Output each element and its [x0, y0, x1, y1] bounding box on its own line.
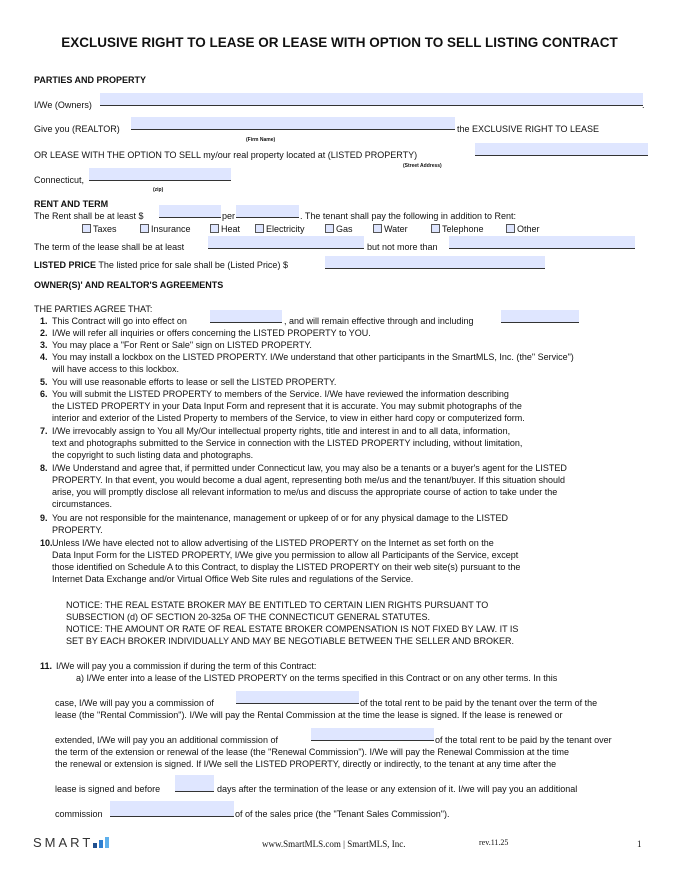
- effective-date-field[interactable]: [210, 310, 282, 323]
- checkbox-icon: [431, 224, 440, 233]
- checkbox-icon: [255, 224, 264, 233]
- owners-field[interactable]: [100, 93, 643, 106]
- item-10-line-3: those identified on Schedule A to this Contract, to display the LISTED PROPERTY on their web site(s) pursuant to the: [52, 562, 521, 572]
- term-max-field[interactable]: [449, 236, 635, 249]
- page-number: 1: [637, 839, 642, 849]
- page-title: EXCLUSIVE RIGHT TO LEASE OR LEASE WITH OPTION TO SELL LISTING CONTRACT: [61, 35, 618, 50]
- item-1-text: 1. This Contract will go into effect on: [40, 316, 187, 326]
- item-8-line-2: PROPERTY. In that event, you would become a dual agent, representing both me/us and the tenant/buyer. If this situation should: [52, 475, 565, 485]
- item-5: 5. You will use reasonable efforts to lease or sell the LISTED PROPERTY.: [40, 377, 337, 387]
- checkbox-icon: [140, 224, 149, 233]
- owners-label: I/We (Owners): [34, 100, 92, 110]
- item-8-line-3: arise, you will promptly disclose all relevant information to me/us and discuss the appropriate course of action to take under the: [52, 487, 558, 497]
- street-address-caption: (Street Address): [403, 163, 442, 169]
- footer-revision: rev.11.25: [479, 838, 509, 847]
- item-6-line-2: the LISTED PROPERTY in your Data Input Form and represent that it is accurate. You may submit photographs of the: [52, 401, 522, 411]
- item-6-line-3: interior and exterior of the Listed Property to members of the Service, to view in either hard copy or computerized form.: [52, 413, 525, 423]
- smartmls-logo: SMART: [33, 835, 109, 851]
- days-label: lease is signed and before: [55, 784, 161, 794]
- notice-lien-1: NOTICE: THE REAL ESTATE BROKER MAY BE ENTITLED TO CERTAIN LIEN RIGHTS PURSUANT TO: [66, 600, 489, 610]
- zip-field[interactable]: [89, 168, 231, 181]
- checkbox-icon: [325, 224, 334, 233]
- rent-heading: RENT AND TERM: [34, 199, 109, 209]
- term-max-label: but not more than: [367, 242, 438, 252]
- item-7: 7. I/We irrevocably assign to You all My/Our intellectual property rights, title and interest in and to all data, information,: [40, 426, 511, 436]
- item-4: 4. You may install a lockbox on the LISTED PROPERTY. I/We understand that other participants in the SmartMLS, Inc. (the" Service"): [40, 352, 574, 362]
- rent-per-label: per: [222, 211, 236, 221]
- checkbox-icon: [506, 224, 515, 233]
- checkbox-icon: [82, 224, 91, 233]
- item-8: 8. I/We Understand and agree that, if permitted under Connecticut law, you may also be a tenants or a buyer's agent for the LISTED: [40, 463, 567, 473]
- logo-bars-icon: [93, 836, 109, 851]
- parties-agree-text: THE PARTIES AGREE THAT:: [34, 304, 153, 314]
- renewal-commission-text: of the total rent to be paid by the tenant over: [435, 735, 612, 745]
- notice-lien-2: SUBSECTION (d) OF SECTION 20-325a OF THE CONNECTICUT GENERAL STATUTES.: [66, 612, 431, 622]
- item-1-through: , and will remain effective through and including: [284, 316, 474, 326]
- item-7-line-3: the copyright to such listing data and photographs.: [52, 450, 254, 460]
- agreements-heading: OWNER(S)' AND REALTOR'S AGREEMENTS: [34, 280, 224, 290]
- term-min-label: The term of the lease shall be at least: [34, 242, 185, 252]
- item-6: 6. You will submit the LISTED PROPERTY to members of the Service. I/We have reviewed the information describing: [40, 389, 509, 399]
- parties-heading: PARTIES AND PROPERTY: [34, 75, 147, 85]
- checkbox-taxes[interactable]: Taxes: [82, 224, 117, 235]
- renewal-line-3: the renewal or extension is signed. If I/We sell the LISTED PROPERTY, directly or indirectly, to the tenant at any time after the: [55, 759, 557, 769]
- item-3: 3. You may place a "For Rent or Sale" sign on LISTED PROPERTY.: [40, 340, 312, 350]
- notice-compensation-2: SET BY EACH BROKER INDIVIDUALLY AND MAY BE NEGOTIABLE BETWEEN THE SELLER AND BROKER.: [66, 636, 514, 646]
- connecticut-label: Connecticut,: [34, 175, 85, 185]
- item-10: 10.Unless I/We have elected not to allow advertising of the LISTED PROPERTY on the Internet as set forth on the: [40, 538, 494, 548]
- or-lease-text: OR LEASE WITH THE OPTION TO SELL my/our real property located at (LISTED PROPERTY): [34, 150, 418, 160]
- rental-commission-line-2: lease (the "Rental Commission"). I/We will pay the Rental Commission at the time the lease is signed. If the lease is renewed or: [55, 710, 563, 720]
- item-7-line-2: text and photographs submitted to the Service in connection with the LISTED PROPERTY including, without limitation,: [52, 438, 523, 448]
- realtor-firm-field[interactable]: [131, 117, 455, 130]
- end-date-field[interactable]: [501, 310, 579, 323]
- realtor-label: Give you (REALTOR): [34, 124, 120, 134]
- item-9: 9. You are not responsible for the maintenance, management or upkeep of or for any physical damage to the LISTED: [40, 513, 508, 523]
- rent-line-end: . The tenant shall pay the following in addition to Rent:: [300, 211, 516, 221]
- zip-caption: (zip): [153, 187, 164, 193]
- item-8-line-4: circumstances.: [52, 499, 113, 509]
- item-11a: a) I/We enter into a lease of the LISTED PROPERTY on the terms specified in this Contract or on any other terms. In this: [76, 673, 558, 683]
- rental-commission-label: case, I/We will pay you a commission of: [55, 698, 214, 708]
- tenant-sales-label: commission: [55, 809, 103, 819]
- period-mark: .: [642, 100, 645, 110]
- checkbox-insurance[interactable]: Insurance: [140, 224, 191, 235]
- renewal-commission-field[interactable]: [311, 728, 434, 741]
- checkbox-icon: [210, 224, 219, 233]
- notice-compensation-1: NOTICE: THE AMOUNT OR RATE OF REAL ESTATE BROKER COMPENSATION IS NOT FIXED BY LAW. IT IS: [66, 624, 519, 634]
- rental-commission-field[interactable]: [236, 691, 359, 704]
- checkbox-other[interactable]: Other: [506, 224, 540, 235]
- rental-commission-text: of the total rent to be paid by the tenant over the term of the: [360, 698, 598, 708]
- days-text: days after the termination of the lease or any extension of it. I/we will pay you an additional: [217, 784, 578, 794]
- tenant-sales-text: of of the sales price (the "Tenant Sales Commission").: [235, 809, 450, 819]
- item-2: 2. I/We will refer all inquiries or offers concerning the LISTED PROPERTY to YOU.: [40, 328, 371, 338]
- checkbox-telephone[interactable]: Telephone: [431, 224, 484, 235]
- tenant-sales-commission-field[interactable]: [110, 801, 234, 817]
- item-10-line-2: Data Input Form for the LISTED PROPERTY, I/We give you permission to allow all Participants of the Service, except: [52, 550, 519, 560]
- checkbox-heat[interactable]: Heat: [210, 224, 240, 235]
- footer-website: www.SmartMLS.com | SmartMLS, Inc.: [262, 839, 406, 849]
- item-9-line-2: PROPERTY.: [52, 525, 103, 535]
- rent-amount-field[interactable]: [159, 205, 221, 218]
- term-min-field[interactable]: [208, 236, 364, 249]
- checkbox-icon: [373, 224, 382, 233]
- exclusive-text: the EXCLUSIVE RIGHT TO LEASE: [457, 124, 600, 134]
- checkbox-water[interactable]: Water: [373, 224, 408, 235]
- listed-property-address-field[interactable]: [475, 143, 648, 156]
- checkbox-gas[interactable]: Gas: [325, 224, 353, 235]
- listed-price-field[interactable]: [325, 256, 545, 269]
- item-10-line-4: Internet Data Exchange and/or Virtual Office Web Site rules and regulations of the Service.: [52, 574, 414, 584]
- rent-period-field[interactable]: [236, 205, 299, 218]
- item-11: 11. I/We will pay you a commission if during the term of this Contract:: [40, 661, 317, 671]
- renewal-commission-label: extended, I/We will pay you an additional commission of: [55, 735, 278, 745]
- listed-price-line: LISTED PRICE The listed price for sale shall be (Listed Price) $: [34, 260, 288, 270]
- rent-line-start: The Rent shall be at least $: [34, 211, 144, 221]
- firm-name-caption: (Firm Name): [246, 137, 276, 143]
- checkbox-electricity[interactable]: Electricity: [255, 224, 305, 235]
- item-4-cont: will have access to this lockbox.: [52, 364, 180, 374]
- renewal-line-2: the term of the extension or renewal of the lease (the "Renewal Commission"). I/We will pay the Renewal Commission at the time: [55, 747, 569, 757]
- days-field[interactable]: [175, 775, 214, 792]
